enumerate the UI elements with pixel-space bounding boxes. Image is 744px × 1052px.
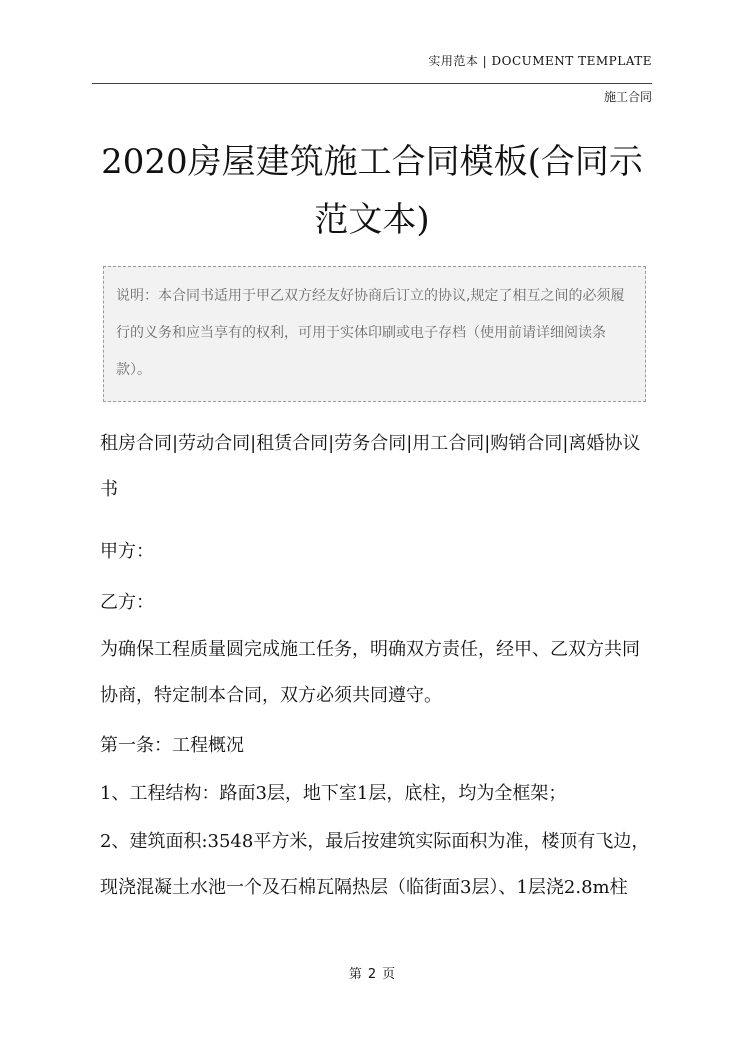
article-1-heading: 第一条：工程概况 xyxy=(100,735,244,756)
page-footer xyxy=(0,963,744,982)
page-suffix: 页 xyxy=(382,967,396,982)
party-a-label: 甲方： xyxy=(100,541,154,562)
item-1-structure: 1、工程结构：路面3层，地下室1层，底柱，均为全框架； xyxy=(100,783,567,804)
item-2-building-area: 2、建筑面积:3548平方米，最后按建筑实际面积为准，楼顶有飞边，现浇混凝土水池一个及石棉瓦隔热层（临街面3层）、1层浇2.8m柱 xyxy=(100,831,650,898)
header-divider xyxy=(92,83,652,84)
usage-note-box: 说明：本合同书适用于甲乙双方经友好协商后订立的协议,规定了相互之间的必须履行的义务和应当享有的权利，可用于实体印刷或电子存档（使用前请详细阅读条款）。 xyxy=(103,266,646,402)
page-number: 2 xyxy=(367,967,377,982)
document-title: 2020房屋建筑施工合同模板(合同示范文本) xyxy=(101,142,643,240)
party-b-label: 乙方： xyxy=(100,592,154,613)
intro-paragraph: 为确保工程质量圆完成施工任务，明确双方责任，经甲、乙双方共同协商，特定制本合同，双方必须共同遵守。 xyxy=(100,639,640,706)
page-prefix: 第 xyxy=(348,967,362,982)
header-document-template: 实用范本 | DOCUMENT TEMPLATE xyxy=(428,54,652,68)
header-contract-type: 施工合同 xyxy=(603,90,652,104)
contract-categories: 租房合同|劳动合同|租赁合同|劳务合同|用工合同|购销合同|离婚协议书 xyxy=(100,433,641,500)
